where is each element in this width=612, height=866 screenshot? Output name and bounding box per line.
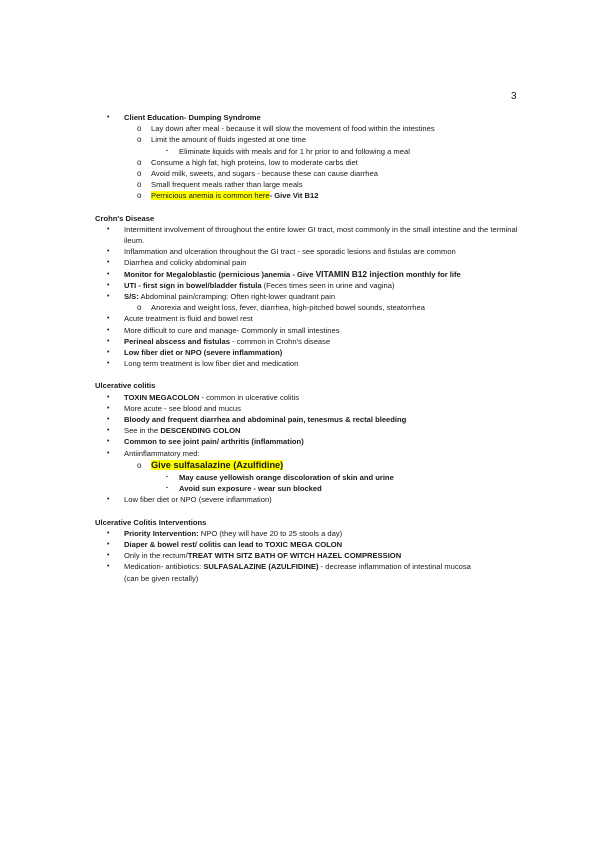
bullet-square: ▪ [166, 473, 168, 480]
list-item-text: More difficult to cure and manage- Commonly in small intestines [124, 325, 340, 335]
list-item-text: Priority Intervention: [124, 528, 199, 538]
bullet-disc: • [107, 404, 110, 412]
list-item-text: Small frequent meals rather than large meals [151, 180, 303, 190]
list-item-text: Consume a high fat, high proteins, low to moderate carbs diet [151, 157, 358, 167]
bullet-disc: • [107, 496, 110, 504]
list-item-text: - common in ulcerative colitis [199, 392, 299, 402]
list-item-text: Medication- antibiotics: [124, 562, 204, 572]
list-item [95, 448, 525, 459]
list-item-text: (can be given rectally) [124, 573, 199, 583]
list-item-text: Anorexia and weight loss, fever, diarrhea, high-pitched bowel sounds, steatorrhea [151, 303, 425, 313]
highlighted-text: Pernicious anemia is common here [151, 191, 270, 201]
list-item [95, 539, 525, 550]
list-item [95, 392, 525, 403]
list-item [95, 190, 525, 201]
list-item-text: Diaper & bowel rest/ colitis can lead to TOXIC MEGA COLON [124, 539, 343, 549]
list-item-text: See in the [124, 426, 161, 436]
list-item-text: SULFASALAZINE (AZULFIDINE) [203, 562, 319, 572]
bullet-disc: • [107, 259, 110, 267]
list-item-text: Diarrhea and colicky abdominal pain [124, 258, 247, 268]
bullet-disc: • [107, 438, 110, 446]
list-item [95, 313, 525, 324]
bullet-disc: • [107, 248, 110, 256]
list-item-text: DESCENDING COLON [160, 426, 241, 436]
list-item [95, 224, 525, 246]
list-item [95, 112, 525, 123]
list-item-text: (Feces times seen in urine and vagina) [261, 280, 395, 290]
bullet-disc: • [107, 337, 110, 345]
list-item [95, 246, 525, 257]
list-item-text: Avoid milk, sweets, and sugars - because these can cause diarrhea [151, 169, 378, 179]
page-number: 3 [511, 91, 517, 102]
list-item-text: Eliminate liquids with meals and for 1 hr prior to and following a meal [179, 146, 410, 156]
list-item-text: Low fiber diet or NPO (severe inflammation) [124, 348, 283, 358]
bullet-disc: • [107, 281, 110, 289]
bullet-circle: o [137, 157, 142, 167]
bullet-circle: o [137, 135, 142, 145]
list-item-text: monthly for life [403, 269, 461, 279]
bullet-disc: • [107, 349, 110, 357]
list-item-text: Bloody and frequent diarrhea and abdominal pain, tenesmus & rectal bleeding [124, 415, 407, 425]
bullet-circle: o [137, 191, 142, 201]
list-item-text: - decrease inflammation of intestinal mucosa [318, 562, 471, 572]
list-item [95, 483, 525, 494]
bullet-disc: • [107, 360, 110, 368]
list-item [95, 269, 525, 280]
uc-title: Ulcerative colitis [95, 381, 156, 391]
list-item [95, 436, 525, 447]
list-item [95, 561, 525, 583]
list-item [95, 257, 525, 268]
bullet-circle: o [137, 460, 142, 470]
list-item [95, 291, 525, 302]
list-item [95, 414, 525, 425]
bullet-disc: • [107, 326, 110, 334]
highlighted-text: Give sulfasalazine (Azulfidine) [151, 459, 284, 470]
bullet-disc: • [107, 270, 110, 278]
list-item-text: Long term treatment is low fiber diet and medication [124, 359, 299, 369]
bullet-circle: o [137, 303, 142, 313]
list-item [95, 358, 525, 369]
bullet-disc: • [107, 540, 110, 548]
bullet-disc: • [107, 529, 110, 537]
list-item-text: - common in Crohn's disease [229, 336, 331, 346]
list-item-text: NPO (they will have 20 to 25 stools a day) [198, 528, 343, 538]
bullet-disc: • [107, 427, 110, 435]
list-item-text: - Give Vit B12 [269, 191, 319, 201]
list-item-text: TREAT WITH SITZ BATH OF WITCH HAZEL COMPRESSION [187, 551, 402, 561]
list-item-text: Monitor for Megaloblastic (pernicious )anemia - Give [124, 269, 316, 279]
list-item [95, 336, 525, 347]
list-item [95, 528, 525, 539]
list-item [95, 134, 525, 145]
list-item [95, 459, 525, 472]
list-item [95, 280, 525, 291]
bullet-disc: • [107, 393, 110, 401]
list-item-text: More acute - see blood and mucus [124, 403, 241, 413]
list-item-text: Acute treatment is fluid and bowel rest [124, 314, 253, 324]
bullet-disc: • [107, 114, 110, 121]
list-item-text: S/S: [124, 292, 139, 302]
list-item [95, 157, 525, 168]
document-body [95, 112, 525, 584]
list-item [95, 168, 525, 179]
list-item-text: Inflammation and ulceration throughout the GI tract - see sporadic lesions and fistulas are common [124, 247, 456, 257]
list-item [95, 146, 525, 157]
list-item-text: May cause yellowish orange discoloration of skin and urine [179, 472, 394, 482]
list-item-text: TOXIN MEGACOLON [124, 392, 200, 402]
bullet-disc: • [107, 225, 110, 233]
bullet-disc: • [107, 416, 110, 424]
bullet-disc: • [107, 563, 110, 571]
dumping-title: Client Education- Dumping Syndrome [124, 113, 261, 122]
bullet-disc: • [107, 449, 110, 457]
list-item-text: Limit the amount of fluids ingested at one time [151, 135, 306, 145]
list-item [95, 347, 525, 358]
list-item [95, 425, 525, 436]
list-item [95, 472, 525, 483]
list-item [95, 325, 525, 336]
list-item-text: Perineal abscess and fistulas [124, 336, 230, 346]
bullet-square: ▪ [166, 147, 168, 154]
list-item-text: Lay down after meal - because it will slow the movement of food within the intestines [151, 124, 435, 134]
list-item-text: Avoid sun exposure - wear sun blocked [179, 484, 322, 494]
list-item-text: Abdominal pain/cramping: Often right-lower quadrant pain [138, 292, 336, 302]
list-item [95, 494, 525, 505]
list-item [95, 550, 525, 561]
emphasis-text: VITAMIN B12 injection [315, 268, 404, 279]
bullet-circle: o [137, 124, 142, 134]
list-item [95, 179, 525, 190]
list-item-text: UTI - first sign in bowel/bladder fistula [124, 280, 262, 290]
list-item [95, 123, 525, 134]
list-item-text: Common to see joint pain/ arthritis (inflammation) [124, 437, 304, 447]
bullet-circle: o [137, 180, 142, 190]
list-item [95, 302, 525, 313]
list-item-text: Only in the rectum/ [124, 551, 188, 561]
bullet-disc: • [107, 552, 110, 560]
bullet-square: ▪ [166, 485, 168, 492]
bullet-disc: • [107, 315, 110, 323]
list-item-text: Antiinflammatory med: [124, 448, 200, 458]
uci-title: Ulcerative Colitis Interventions [95, 517, 207, 527]
list-item [95, 403, 525, 414]
bullet-circle: o [137, 169, 142, 179]
bullet-disc: • [107, 293, 110, 301]
list-item-text: Low fiber diet or NPO (severe inflammation) [124, 495, 272, 505]
list-item-text: Intermittent involvement of throughout the entire lower GI tract, most commonly in the small intestine and the terminal ileum. [124, 224, 518, 246]
crohns-title: Crohn's Disease [95, 213, 155, 223]
